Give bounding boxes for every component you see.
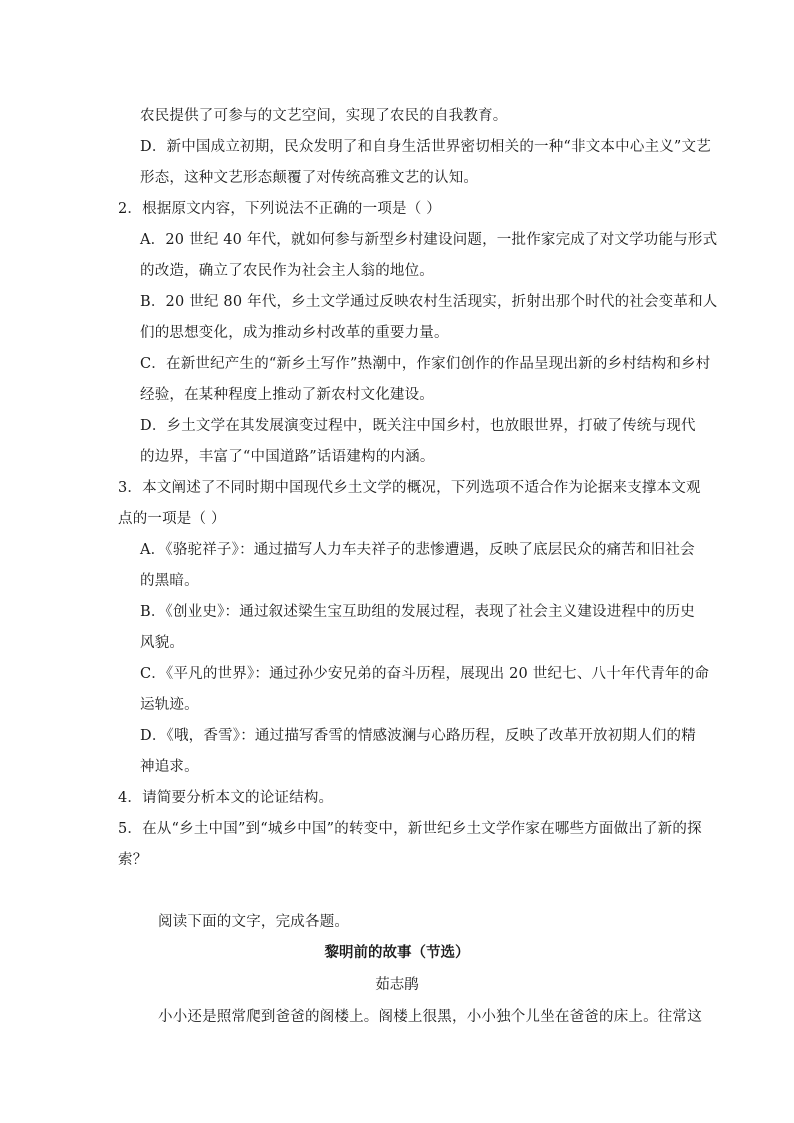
q5-stem-line1: 5．在从“乡土中国”到“城乡中国”的转变中，新世纪乡土文学作家在哪些方面做出了新的探 [118,821,702,837]
q2-option-b-line1: B．20 世纪 80 年代，乡土文学通过反映农村生活现实，折射出那个时代的社会变革和人 [140,294,718,310]
q2-option-c-line2: 经验，在某种程度上推动了新农村文化建设。 [140,387,434,403]
q2-option-b-line2: 们的思想变化，成为推动乡村改革的重要力量。 [140,325,449,341]
passage-author: 茹志鹃 [375,977,419,993]
q3-option-c-line2: 运轨迹。 [140,697,199,713]
q3-option-c-line1: C．《平凡的世界》：通过孙少安兄弟的奋斗历程，展现出 20 世纪七、八十年代青年的命 [140,666,710,682]
q3-stem-line2: 点的一项是（ ） [118,511,226,527]
q3-option-d-line2: 神追求。 [140,759,199,775]
q5-stem-line2: 索？ [118,852,148,868]
q2-option-c-line1: C．在新世纪产生的“新乡土写作”热潮中，作家们创作的作品呈现出新的乡村结构和乡村 [140,356,711,372]
q1-option-d-line2: 形态，这种文艺形态颠覆了对传统高雅文艺的认知。 [140,170,479,186]
q4-stem: 4．请简要分析本文的论证结构。 [118,790,334,806]
q2-option-a-line2: 的改造，确立了农民作为社会主人翁的地位。 [140,263,434,279]
q1-option-c-continuation: 农民提供了可参与的文艺空间，实现了农民的自我教育。 [140,108,508,124]
q3-option-d-line1: D．《哦，香雪》：通过描写香雪的情感波澜与心路历程，反映了改革开放初期人们的精 [140,728,696,744]
q3-option-a-line2: 的黑暗。 [140,573,199,589]
q3-option-b-line2: 风貌。 [140,635,185,651]
q1-option-d-line1: D．新中国成立初期，民众发明了和自身生活世界密切相关的一种“非文本中心主义”文艺 [140,139,711,155]
q2-option-d-line2: 的边界，丰富了“中国道路”话语建构的内涵。 [140,449,435,465]
q2-stem: 2．根据原文内容，下列说法不正确的一项是（ ） [118,201,441,217]
q3-option-a-line1: A．《骆驼祥子》：通过描写人力车夫祥子的悲惨遭遇，反映了底层民众的痛苦和旧社会 [140,542,695,558]
reading-instruction: 阅读下面的文字，完成各题。 [158,914,350,930]
q2-option-d-line1: D．乡土文学在其发展演变过程中，既关注中国乡村，也放眼世界，打破了传统与现代 [140,418,696,434]
q2-option-a-line1: A．20 世纪 40 年代，就如何参与新型乡村建设问题，一批作家完成了对文学功能与形式 [140,232,718,248]
passage-title: 黎明前的故事（节选） [324,944,470,961]
q3-stem-line1: 3．本文阐述了不同时期中国现代乡土文学的概况，下列选项不适合作为论据来支撑本文观 [118,480,701,496]
passage-paragraph-1: 小小还是照常爬到爸爸的阁楼上。阁楼上很黑，小小独个儿坐在爸爸的床上。往常这 [158,1009,702,1025]
q3-option-b-line1: B．《创业史》：通过叙述梁生宝互助组的发展过程，表现了社会主义建设进程中的历史 [140,604,695,620]
